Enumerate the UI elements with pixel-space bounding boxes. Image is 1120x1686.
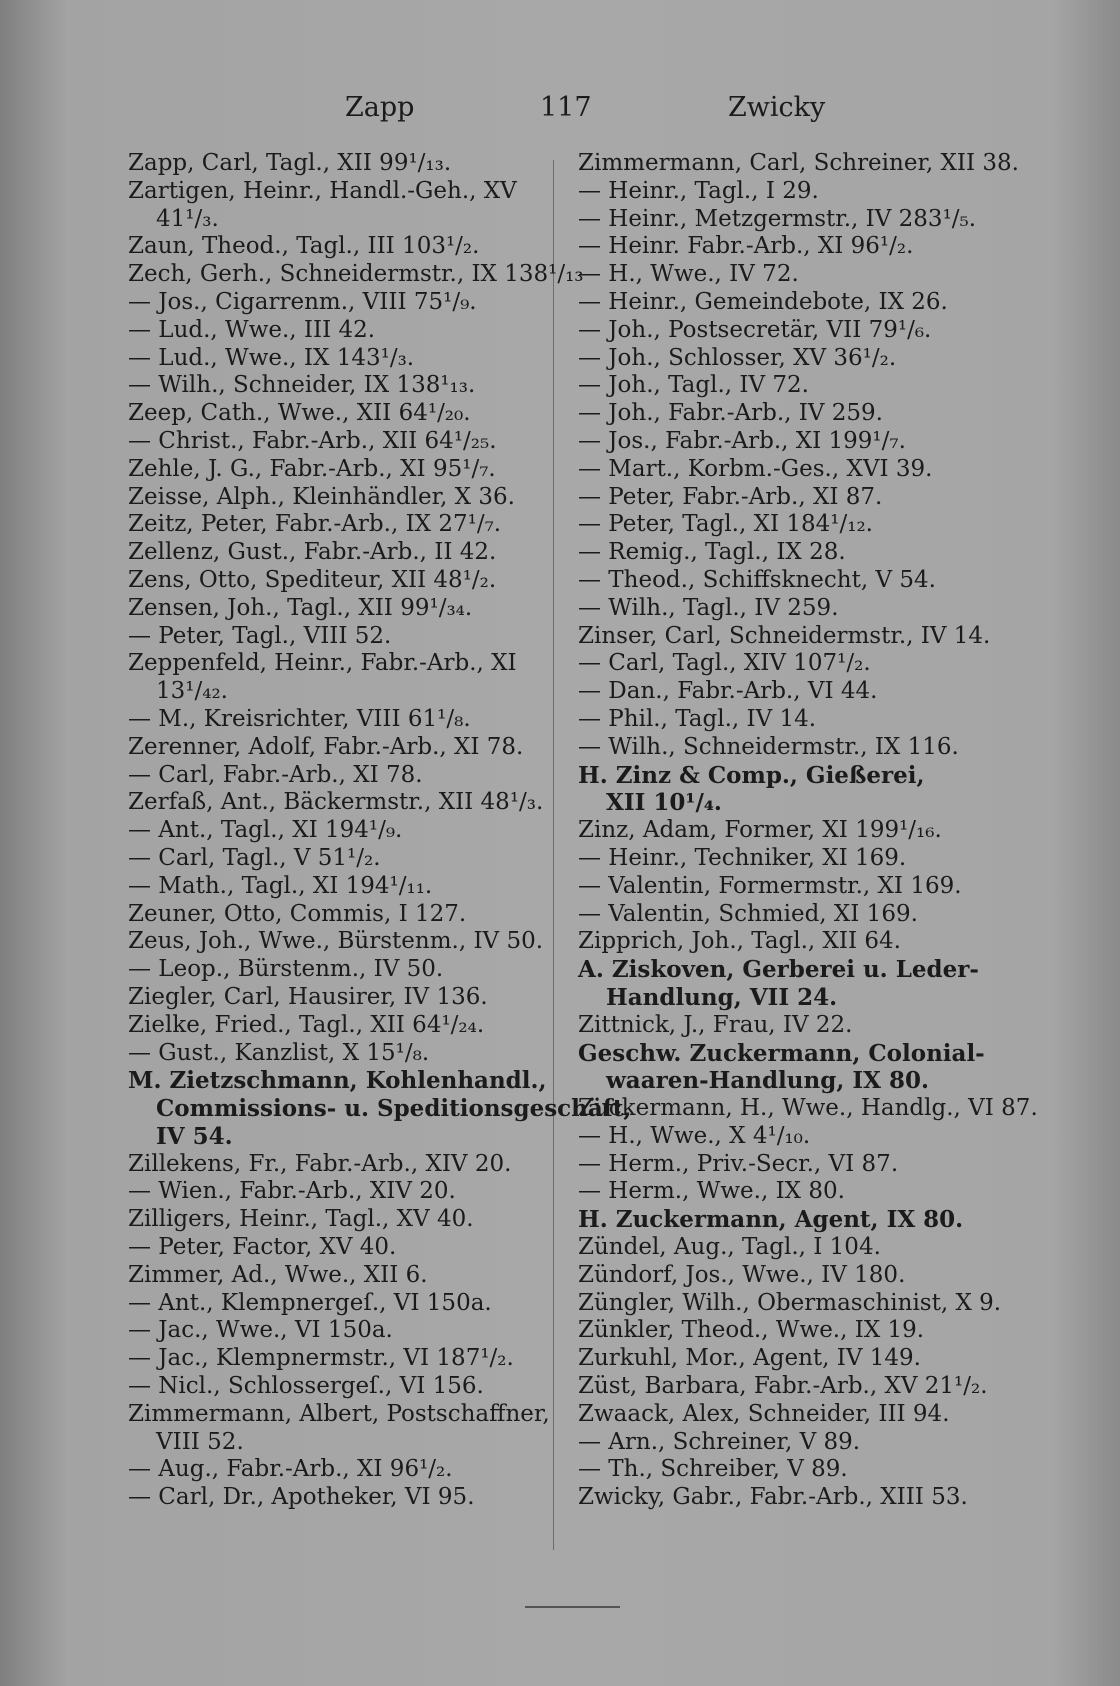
entry-text: — Carl, Tagl., XIV 107¹/₂.: [578, 650, 871, 677]
directory-entry: [578, 400, 1008, 428]
directory-entry: [578, 1345, 1008, 1373]
directory-entry: [578, 762, 1008, 818]
directory-entry: [128, 762, 548, 790]
directory-entry: [578, 372, 1008, 400]
entry-text: — Theod., Schiffsknecht, V 54.: [578, 566, 936, 593]
entry-text: Zensen, Joh., Tagl., XII 99¹/₃₄.: [128, 594, 473, 621]
directory-entry: [578, 1401, 1008, 1429]
directory-entry: [578, 567, 1008, 595]
directory-entry: [128, 956, 548, 984]
entry-text: Zeus, Joh., Wwe., Bürstenm., IV 50.: [128, 928, 544, 955]
right-column: [578, 150, 1038, 1512]
entry-text: — Joh., Schlosser, XV 36¹/₂.: [578, 344, 897, 371]
entry-text: — Ant., Tagl., XI 194¹/₉.: [128, 817, 403, 844]
entry-text: — Joh., Tagl., IV 72.: [578, 372, 809, 399]
directory-entry: [578, 1290, 1008, 1318]
directory-entry: [578, 539, 1008, 567]
directory-entry: [578, 150, 1019, 178]
directory-entry: [128, 1317, 548, 1345]
entry-text: Zimmermann, Carl, Schreiner, XII 38.: [578, 150, 1019, 176]
entry-text: Zurkuhl, Mor., Agent, IV 149.: [578, 1345, 921, 1372]
entry-text: — Wilh., Schneider, IX 138¹₁₃.: [128, 372, 476, 399]
directory-entry: [578, 345, 1008, 373]
entry-continuation: VIII 52.: [156, 1428, 244, 1455]
directory-entry: [128, 539, 548, 567]
entry-text: Zillekens, Fr., Fabr.-Arb., XIV 20.: [128, 1150, 512, 1177]
entry-text: — Peter, Fabr.-Arb., XI 87.: [578, 483, 883, 510]
directory-entry: [578, 734, 1008, 762]
entry-text: Zeep, Cath., Wwe., XII 64¹/₂₀.: [128, 400, 471, 427]
directory-entry: [128, 1206, 548, 1234]
directory-entry: [578, 1040, 1008, 1096]
entry-text: Zündel, Aug., Tagl., I 104.: [578, 1234, 881, 1261]
directory-entry: [578, 1234, 1008, 1262]
entry-text: Zaun, Theod., Tagl., III 103¹/₂.: [128, 233, 480, 260]
entry-text: Zündorf, Jos., Wwe., IV 180.: [578, 1261, 906, 1288]
entry-text: Züngler, Wilh., Obermaschinist, X 9.: [578, 1289, 1002, 1316]
entry-text: Zeisse, Alph., Kleinhändler, X 36.: [128, 483, 515, 510]
entry-text: — Th., Schreiber, V 89.: [578, 1456, 848, 1483]
directory-entry: [578, 289, 1008, 317]
directory-entry: [128, 789, 548, 817]
directory-entry: [578, 956, 1008, 1012]
entry-text: — Heinr., Techniker, XI 169.: [578, 844, 907, 871]
directory-entry: [578, 317, 1008, 345]
entry-text: — Joh., Postsecretär, VII 79¹/₆.: [578, 316, 932, 343]
directory-entry: [128, 650, 548, 706]
entry-text: — Lud., Wwe., III 42.: [128, 316, 376, 343]
entry-continuation: 41¹/₃.: [156, 205, 219, 232]
entry-text: A. Ziskoven, Gerberei u. Leder-: [578, 956, 979, 984]
entry-text: — Wilh., Schneidermstr., IX 116.: [578, 733, 959, 760]
directory-entry: [128, 1345, 548, 1373]
entry-text: Zilligers, Heinr., Tagl., XV 40.: [128, 1206, 474, 1233]
directory-entry: [578, 1262, 1008, 1290]
directory-entry: [128, 233, 548, 261]
directory-entry: [128, 984, 548, 1012]
entry-text: — Christ., Fabr.-Arb., XII 64¹/₂₅.: [128, 427, 497, 454]
directory-entry: [578, 817, 1008, 845]
entry-continuation: 13¹/₄₂.: [156, 678, 228, 705]
footer-rule: [525, 1606, 620, 1608]
entry-text: — Dan., Fabr.-Arb., VI 44.: [578, 678, 878, 705]
entry-text: — Heinr., Gemeindebote, IX 26.: [578, 288, 948, 315]
entry-text: — Wien., Fabr.-Arb., XIV 20.: [128, 1178, 456, 1205]
directory-entry: [128, 623, 548, 651]
entry-text: Zimmer, Ad., Wwe., XII 6.: [128, 1261, 428, 1288]
directory-entry: [578, 1123, 1008, 1151]
page-number: 117: [540, 92, 592, 123]
entry-text: — Jos., Fabr.-Arb., XI 199¹/₇.: [578, 427, 906, 454]
directory-entry: [578, 1317, 1008, 1345]
entry-text: — Heinr., Metzgermstr., IV 283¹/₅.: [578, 205, 977, 232]
entry-text: — Peter, Tagl., XI 184¹/₁₂.: [578, 511, 873, 538]
entry-text: — Phil., Tagl., IV 14.: [578, 705, 817, 732]
entry-text: — Peter, Tagl., VIII 52.: [128, 622, 392, 649]
directory-entry: [578, 178, 1008, 206]
entry-text: Zwaack, Alex, Schneider, III 94.: [578, 1400, 950, 1427]
entry-text: Züst, Barbara, Fabr.-Arb., XV 21¹/₂.: [578, 1373, 988, 1400]
entry-text: Zinser, Carl, Schneidermstr., IV 14.: [578, 622, 991, 649]
directory-entry: [578, 1012, 1008, 1040]
entry-text: — Jac., Wwe., VI 150a.: [128, 1317, 393, 1344]
entry-text: — Carl, Dr., Apotheker, VI 95.: [128, 1484, 475, 1511]
directory-entry: [578, 845, 1008, 873]
entry-text: Zeppenfeld, Heinr., Fabr.-Arb., XI: [128, 650, 517, 677]
entry-text: Zellenz, Gust., Fabr.-Arb., II 42.: [128, 539, 497, 566]
directory-entry: [578, 261, 1008, 289]
directory-entry: [578, 595, 1008, 623]
entry-text: — Aug., Fabr.-Arb., XI 96¹/₂.: [128, 1456, 453, 1483]
directory-entry: [578, 456, 1008, 484]
entry-text: — Wilh., Tagl., IV 259.: [578, 594, 839, 621]
entry-text: — M., Kreisrichter, VIII 61¹/₈.: [128, 705, 471, 732]
directory-entry: [128, 567, 548, 595]
entry-text: — Herm., Wwe., IX 80.: [578, 1178, 845, 1205]
directory-entry: [128, 1067, 632, 1150]
entry-text: Ziegler, Carl, Hausirer, IV 136.: [128, 983, 488, 1010]
entry-text: — Peter, Factor, XV 40.: [128, 1234, 397, 1261]
directory-entry: [578, 1456, 1008, 1484]
entry-text: Zuckermann, H., Wwe., Handlg., VI 87.: [578, 1095, 1038, 1122]
directory-entry: [128, 706, 548, 734]
entry-text: — Gust., Kanzlist, X 15¹/₈.: [128, 1039, 430, 1066]
entry-text: — Leop., Bürstenm., IV 50.: [128, 956, 444, 983]
entry-continuation: IV 54.: [156, 1122, 233, 1150]
directory-entry: [128, 1040, 548, 1068]
directory-entry: [128, 511, 548, 539]
entry-text: — Mart., Korbm.-Ges., XVI 39.: [578, 455, 933, 482]
entry-text: — Herm., Priv.-Secr., VI 87.: [578, 1150, 899, 1177]
directory-entry: [578, 484, 1008, 512]
directory-entry: [128, 734, 548, 762]
entry-text: Zech, Gerh., Schneidermstr., IX 138¹/₁₃: [128, 261, 584, 288]
entry-text: Zwicky, Gabr., Fabr.-Arb., XIII 53.: [578, 1484, 968, 1511]
directory-entry: [128, 1290, 548, 1318]
entry-text: Zittnick, J., Frau, IV 22.: [578, 1011, 853, 1038]
directory-entry: [128, 1151, 548, 1179]
entry-text: Zeuner, Otto, Commis, I 127.: [128, 900, 467, 927]
directory-entry: [578, 1095, 1038, 1123]
entry-continuation: Handlung, VII 24.: [606, 983, 838, 1011]
directory-entry: [128, 150, 548, 178]
directory-entry: [128, 400, 548, 428]
directory-entry: [128, 317, 548, 345]
directory-entry: [578, 1178, 1008, 1206]
entry-text: Zielke, Fried., Tagl., XII 64¹/₂₄.: [128, 1011, 485, 1038]
entry-text: — Math., Tagl., XI 194¹/₁₁.: [128, 872, 433, 899]
running-header: [0, 92, 1120, 132]
entry-text: Zehle, J. G., Fabr.-Arb., XI 95¹/₇.: [128, 455, 496, 482]
directory-entry: [578, 901, 1008, 929]
entry-text: — Jac., Klempnermstr., VI 187¹/₂.: [128, 1345, 514, 1372]
directory-entry: [128, 845, 548, 873]
directory-entry: [578, 1484, 1008, 1512]
directory-entry: [128, 1262, 548, 1290]
entry-text: Zipprich, Joh., Tagl., XII 64.: [578, 928, 901, 955]
entry-continuation: waaren-Handlung, IX 80.: [606, 1067, 929, 1095]
directory-entry: [128, 372, 548, 400]
entry-text: Zartigen, Heinr., Handl.-Geh., XV: [128, 177, 517, 204]
directory-entry: [578, 623, 1008, 651]
directory-entry: [128, 595, 548, 623]
directory-entry: [578, 678, 1008, 706]
directory-entry: [578, 1206, 1008, 1234]
directory-entry: [578, 706, 1008, 734]
directory-entry: [128, 928, 548, 956]
entry-text: — Ant., Klempnergeſ., VI 150a.: [128, 1289, 492, 1316]
entry-text: — Joh., Fabr.-Arb., IV 259.: [578, 400, 883, 427]
entry-text: Zimmermann, Albert, Postschaffner,: [128, 1400, 550, 1427]
entry-text: Geschw. Zuckermann, Colonial-: [578, 1039, 985, 1067]
header-left-guide-word: Zapp: [345, 92, 415, 123]
directory-entry: [578, 511, 1008, 539]
directory-entry: [128, 289, 548, 317]
directory-entry: [578, 650, 1008, 678]
directory-entry: [578, 1151, 1008, 1179]
directory-entry: [578, 1373, 1008, 1401]
directory-entry: [128, 1178, 548, 1206]
entry-text: — Nicl., Schlossergeſ., VI 156.: [128, 1373, 484, 1400]
directory-entry: [578, 233, 1008, 261]
entry-continuation: XII 10¹/₄.: [606, 789, 722, 817]
directory-entry: [128, 817, 548, 845]
entry-text: — Valentin, Schmied, XI 169.: [578, 900, 918, 927]
directory-entry: [578, 928, 1008, 956]
entry-text: Zünkler, Theod., Wwe., IX 19.: [578, 1317, 925, 1344]
directory-entry: [128, 345, 548, 373]
column-divider: [553, 160, 554, 1550]
directory-entry: [128, 1401, 548, 1457]
directory-entry: [128, 1456, 548, 1484]
entry-text: Zinz, Adam, Former, XI 199¹/₁₆.: [578, 817, 942, 844]
entry-text: Zerfaß, Ant., Bäckermstr., XII 48¹/₃.: [128, 789, 544, 816]
entry-text: — Carl, Tagl., V 51¹/₂.: [128, 844, 381, 871]
left-column: [128, 150, 632, 1512]
directory-entry: [128, 261, 584, 289]
entry-text: — Lud., Wwe., IX 143¹/₃.: [128, 344, 415, 371]
entry-continuation: Commissions- u. Speditionsgeschäft,: [156, 1095, 632, 1123]
directory-entry: [128, 1484, 548, 1512]
directory-entry: [128, 1234, 548, 1262]
entry-text: Zerenner, Adolf, Fabr.-Arb., XI 78.: [128, 733, 524, 760]
directory-entry: [128, 1012, 548, 1040]
entry-text: — Arn., Schreiner, V 89.: [578, 1428, 861, 1455]
directory-entry: [578, 428, 1008, 456]
entry-text: — Valentin, Formermstr., XI 169.: [578, 872, 962, 899]
entry-text: — Heinr., Tagl., I 29.: [578, 177, 819, 204]
entry-text: M. Zietzschmann, Kohlenhandl.,: [128, 1067, 547, 1095]
directory-entry: [128, 901, 548, 929]
directory-entry: [128, 873, 548, 901]
entry-text: — Jos., Cigarrenm., VIII 75¹/₉.: [128, 288, 477, 315]
entry-text: H. Zinz & Comp., Gießerei,: [578, 761, 925, 789]
directory-entry: [578, 1429, 1008, 1457]
directory-entry: [128, 428, 548, 456]
directory-entry: [128, 484, 548, 512]
header-right-guide-word: Zwicky: [728, 92, 826, 123]
entry-text: H. Zuckermann, Agent, IX 80.: [578, 1206, 964, 1234]
directory-entry: [578, 873, 1008, 901]
entry-text: Zeitz, Peter, Fabr.-Arb., IX 27¹/₇.: [128, 511, 502, 538]
entry-text: — Heinr. Fabr.-Arb., XI 96¹/₂.: [578, 233, 914, 260]
entry-text: — H., Wwe., IV 72.: [578, 261, 799, 288]
directory-entry: [128, 1373, 548, 1401]
entry-text: — H., Wwe., X 4¹/₁₀.: [578, 1122, 811, 1149]
entry-text: — Carl, Fabr.-Arb., XI 78.: [128, 761, 423, 788]
directory-entry: [128, 178, 548, 234]
entry-text: — Remig., Tagl., IX 28.: [578, 539, 846, 566]
directory-entry: [128, 456, 548, 484]
entry-text: Zapp, Carl, Tagl., XII 99¹/₁₃.: [128, 150, 452, 176]
directory-entry: [578, 206, 1008, 234]
entry-text: Zens, Otto, Spediteur, XII 48¹/₂.: [128, 566, 497, 593]
